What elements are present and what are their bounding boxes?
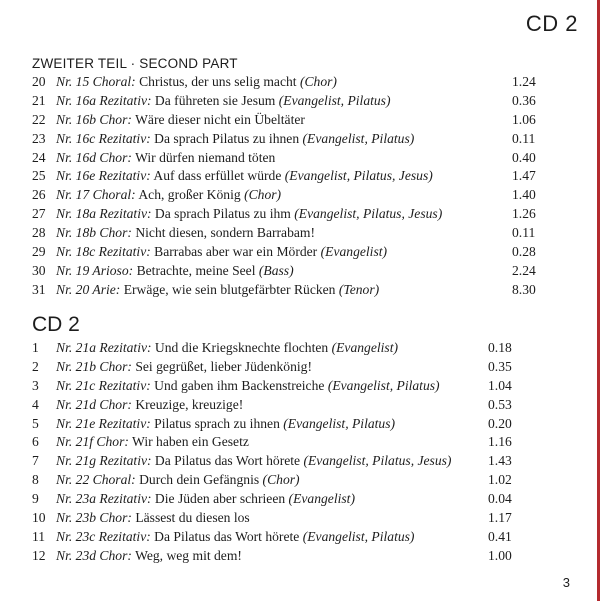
track-work-number: Nr. 16d Chor: — [56, 149, 132, 165]
track-work-number: Nr. 15 Choral: — [56, 74, 136, 89]
track-text: Da Pilatus das Wort hörete — [150, 528, 303, 544]
track-title — [56, 111, 305, 130]
track-row — [32, 509, 542, 528]
track-number: 31 — [32, 281, 46, 297]
track-title — [56, 377, 440, 396]
track-duration: 1.26 — [512, 206, 536, 222]
part-heading: ZWEITER TEIL · SECOND PART — [32, 56, 238, 71]
track-number: 29 — [32, 244, 46, 260]
track-work-number: Nr. 22 Choral: — [56, 472, 136, 488]
track-number: 10 — [32, 510, 46, 526]
track-row — [32, 281, 542, 300]
track-text: Da Pilatus das Wort hörete — [151, 453, 304, 469]
track-text: Lässest du diesen los — [131, 510, 250, 526]
track-text: Da führeten sie Jesum — [151, 92, 279, 108]
track-duration: 1.16 — [488, 434, 512, 450]
track-row — [32, 415, 542, 434]
track-work-number: Nr. 18c Rezitativ: — [56, 244, 151, 260]
track-work-number: Nr. 16c Rezitativ: — [56, 130, 151, 146]
track-text: Da sprach Pilatus zu ihnen — [150, 130, 303, 146]
track-roles: (Evangelist) — [320, 244, 388, 260]
track-work-number: Nr. 23b Chor: — [56, 510, 132, 526]
track-work-number: Nr. 16b Chor: — [56, 111, 132, 127]
track-work-number: Nr. 18a Rezitativ: — [56, 206, 152, 222]
track-duration: 0.04 — [488, 491, 512, 507]
track-work-number: Nr. 23a Rezitativ: — [56, 491, 152, 507]
track-work-number: Nr. 21e Rezitativ: — [56, 415, 151, 431]
cd2-heading: CD 2 — [32, 313, 80, 336]
track-text: Weg, weg mit dem! — [131, 547, 242, 563]
track-work-number: Nr. 21d Chor: — [56, 396, 132, 412]
track-title — [56, 490, 355, 509]
track-list-part2 — [32, 73, 542, 300]
track-duration: 0.11 — [512, 130, 536, 146]
track-number: 7 — [32, 453, 39, 469]
track-roles: (Bass) — [258, 262, 294, 278]
track-number: 27 — [32, 206, 46, 222]
track-number: 11 — [32, 528, 46, 544]
track-roles: (Evangelist, Pilatus, Jesus) — [294, 206, 443, 222]
track-duration: 1.47 — [512, 168, 536, 184]
track-text: Nicht diesen, sondern Barrabam! — [131, 225, 315, 241]
track-number: 25 — [32, 168, 46, 184]
track-roles: (Evangelist, Pilatus, Jesus) — [284, 168, 433, 184]
track-roles: (Evangelist, Pilatus) — [302, 528, 415, 544]
track-row — [32, 262, 542, 281]
track-text: Und die Kriegsknechte flochten — [151, 340, 332, 355]
track-work-number: Nr. 16e Rezitativ: — [56, 168, 151, 184]
track-duration: 0.35 — [488, 358, 512, 374]
cd-header-label: CD 2 — [525, 11, 578, 36]
track-duration: 0.53 — [488, 396, 512, 412]
track-duration: 0.41 — [488, 528, 512, 544]
track-title — [56, 281, 379, 300]
track-row — [32, 358, 542, 377]
track-roles: (Evangelist, Pilatus) — [278, 92, 391, 108]
track-roles: (Tenor) — [338, 281, 380, 297]
track-work-number: Nr. 23d Chor: — [56, 547, 132, 563]
track-duration: 1.43 — [488, 453, 512, 469]
track-text: Pilatus sprach zu ihnen — [150, 415, 284, 431]
track-row — [32, 490, 542, 509]
track-title — [56, 262, 294, 281]
track-title — [56, 73, 337, 92]
track-title — [56, 149, 275, 168]
track-title — [56, 130, 414, 149]
track-title — [56, 92, 391, 111]
track-text: Die Jüden aber schrieen — [151, 491, 289, 507]
track-row — [32, 167, 542, 186]
track-duration: 1.17 — [488, 510, 512, 526]
track-duration: 8.30 — [512, 281, 536, 297]
track-roles: (Evangelist) — [331, 340, 399, 355]
track-number: 8 — [32, 472, 39, 488]
track-row — [32, 130, 542, 149]
track-row — [32, 339, 542, 358]
track-text: Und gaben ihm Backenstreiche — [150, 377, 328, 393]
track-text: Kreuzige, kreuzige! — [131, 396, 244, 412]
track-work-number: Nr. 21a Rezitativ: — [56, 340, 152, 355]
track-text: Ach, großer König — [135, 187, 245, 203]
track-row — [32, 92, 542, 111]
track-title — [56, 339, 398, 358]
track-roles: (Chor) — [299, 74, 337, 89]
track-title — [56, 243, 387, 262]
track-work-number: Nr. 21b Chor: — [56, 358, 132, 374]
track-work-number: Nr. 16a Rezitativ: — [56, 92, 152, 108]
track-roles: (Evangelist, Pilatus, Jesus) — [303, 453, 452, 469]
track-number: 26 — [32, 187, 46, 203]
track-text: Wäre dieser nicht ein Übeltäter — [131, 111, 305, 127]
track-row — [32, 547, 542, 566]
track-number: 24 — [32, 149, 46, 165]
track-work-number: Nr. 19 Arioso: — [56, 262, 134, 278]
track-title — [56, 396, 243, 415]
track-number: 1 — [32, 340, 39, 355]
track-work-number: Nr. 21c Rezitativ: — [56, 377, 151, 393]
track-work-number: Nr. 18b Chor: — [56, 225, 132, 241]
track-title — [56, 433, 249, 452]
track-title — [56, 509, 250, 528]
track-number: 22 — [32, 111, 46, 127]
track-work-number: Nr. 21g Rezitativ: — [56, 453, 152, 469]
track-text: Betrachte, meine Seel — [133, 262, 259, 278]
track-text: Erwäge, wie sein blutgefärbter Rücken — [120, 281, 339, 297]
track-number: 12 — [32, 547, 46, 563]
track-duration: 0.20 — [488, 415, 512, 431]
track-number: 28 — [32, 225, 46, 241]
track-row — [32, 528, 542, 547]
track-row — [32, 224, 542, 243]
track-text: Wir haben ein Gesetz — [128, 434, 249, 450]
track-title — [56, 471, 300, 490]
track-duration: 1.24 — [512, 74, 536, 89]
track-row — [32, 205, 542, 224]
track-text: Wir dürfen niemand töten — [131, 149, 276, 165]
track-row — [32, 243, 542, 262]
track-duration: 1.04 — [488, 377, 512, 393]
track-number: 3 — [32, 377, 39, 393]
track-duration: 2.24 — [512, 262, 536, 278]
track-number: 6 — [32, 434, 39, 450]
track-roles: (Chor) — [262, 472, 300, 488]
track-row — [32, 396, 542, 415]
track-work-number: Nr. 17 Choral: — [56, 187, 136, 203]
track-title — [56, 547, 242, 566]
track-roles: (Chor) — [244, 187, 282, 203]
track-text: Sei gegrüßet, lieber Jüdenkönig! — [131, 358, 312, 374]
track-row — [32, 452, 542, 471]
track-row — [32, 433, 542, 452]
track-list-cd2 — [32, 339, 542, 566]
track-text: Durch dein Gefängnis — [135, 472, 263, 488]
track-duration: 0.28 — [512, 244, 536, 260]
track-number: 4 — [32, 396, 39, 412]
track-row — [32, 111, 542, 130]
track-row — [32, 149, 542, 168]
track-duration: 0.18 — [488, 340, 512, 355]
track-duration: 1.00 — [488, 547, 512, 563]
track-duration: 0.11 — [512, 225, 536, 241]
track-title — [56, 415, 395, 434]
track-duration: 1.06 — [512, 111, 536, 127]
track-roles: (Evangelist) — [288, 491, 355, 507]
track-duration: 0.36 — [512, 92, 536, 108]
track-roles: (Evangelist, Pilatus) — [327, 377, 440, 393]
track-number: 30 — [32, 262, 46, 278]
track-number: 20 — [32, 74, 46, 89]
track-text: Christus, der uns selig macht — [135, 74, 300, 89]
track-roles: (Evangelist, Pilatus) — [302, 130, 415, 146]
track-text: Da sprach Pilatus zu ihm — [151, 206, 295, 222]
track-row — [32, 186, 542, 205]
track-number: 5 — [32, 415, 39, 431]
track-work-number: Nr. 20 Arie: — [56, 281, 121, 297]
track-number: 2 — [32, 358, 39, 374]
track-number: 21 — [32, 92, 46, 108]
track-number: 23 — [32, 130, 46, 146]
track-title — [56, 452, 451, 471]
page-number: 3 — [562, 575, 570, 590]
track-title — [56, 224, 315, 243]
track-roles: (Evangelist, Pilatus) — [283, 415, 396, 431]
track-title — [56, 528, 414, 547]
track-title — [56, 358, 312, 377]
track-row — [32, 471, 542, 490]
track-text: Auf dass erfüllet würde — [150, 168, 285, 184]
track-title — [56, 205, 442, 224]
track-title — [56, 186, 281, 205]
track-work-number: Nr. 21f Chor: — [56, 434, 129, 450]
track-row — [32, 377, 542, 396]
track-duration: 1.02 — [488, 472, 512, 488]
track-work-number: Nr. 23c Rezitativ: — [56, 528, 151, 544]
track-title — [56, 167, 433, 186]
track-row — [32, 73, 542, 92]
track-duration: 0.40 — [512, 149, 536, 165]
track-number: 9 — [32, 491, 39, 507]
track-duration: 1.40 — [512, 187, 536, 203]
track-text: Barrabas aber war ein Mörder — [150, 244, 321, 260]
